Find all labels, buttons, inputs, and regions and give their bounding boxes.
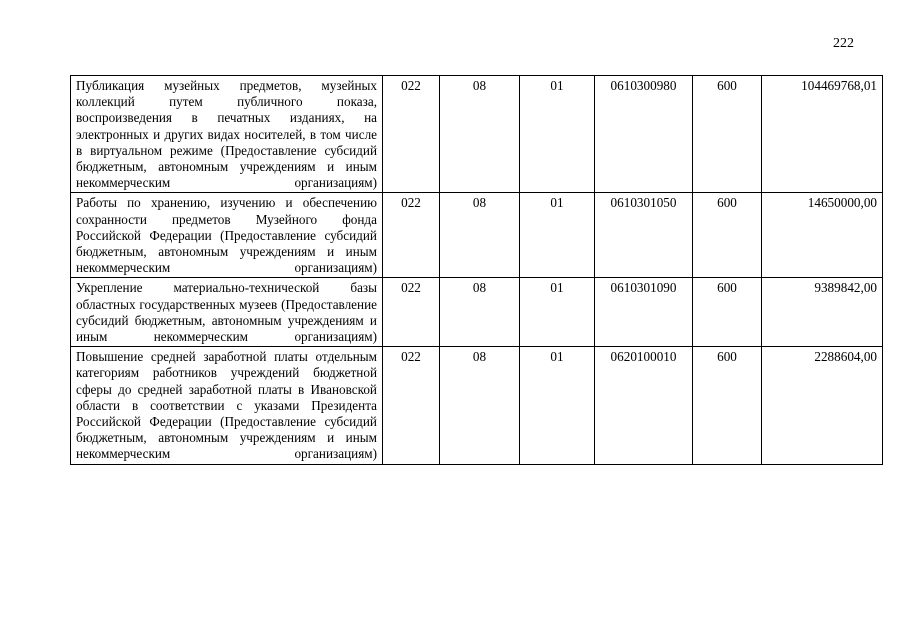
subsection-code: 01 xyxy=(520,193,595,278)
table-row xyxy=(71,278,883,347)
ministry-code: 022 xyxy=(383,278,440,347)
expense-description: Повышение средней заработной платы отдельным категориям работников учреждений бюджетной сферы до средней заработной платы в Ивановской области в соответствии с указами Президента Российской Федерации (Предоставление субсидий бюджетным, автономным учреждениям и иным некоммерческим организациям) xyxy=(71,347,383,464)
amount: 9389842,00 xyxy=(762,278,883,347)
target-article-code: 0610300980 xyxy=(595,76,693,193)
budget-table xyxy=(70,75,883,465)
page-number: 222 xyxy=(833,36,854,51)
target-article-code: 0610301090 xyxy=(595,278,693,347)
subsection-code: 01 xyxy=(520,347,595,464)
target-article-code: 0610301050 xyxy=(595,193,693,278)
section-code: 08 xyxy=(440,278,520,347)
target-article-code: 0620100010 xyxy=(595,347,693,464)
ministry-code: 022 xyxy=(383,76,440,193)
expense-type-code: 600 xyxy=(693,347,762,464)
section-code: 08 xyxy=(440,76,520,193)
expense-description: Публикация музейных предметов, музейных коллекций путем публичного показа, воспроизведения в печатных изданиях, на электронных и других видах носителей, в том числе в виртуальном режиме (Предоставление субсидий бюджетным, автономным учреждениям и иным некоммерческим организациям) xyxy=(71,76,383,193)
table-row xyxy=(71,76,883,193)
section-code: 08 xyxy=(440,347,520,464)
table-row xyxy=(71,347,883,464)
subsection-code: 01 xyxy=(520,76,595,193)
amount: 2288604,00 xyxy=(762,347,883,464)
expense-description: Работы по хранению, изучению и обеспечению сохранности предметов Музейного фонда Российской Федерации (Предоставление субсидий бюджетным, автономным учреждениям и иным некоммерческим организациям) xyxy=(71,193,383,278)
expense-type-code: 600 xyxy=(693,76,762,193)
expense-type-code: 600 xyxy=(693,278,762,347)
amount: 104469768,01 xyxy=(762,76,883,193)
expense-description: Укрепление материально-технической базы областных государственных музеев (Предоставление субсидий бюджетным, автономным учреждениям и иным некоммерческим организациям) xyxy=(71,278,383,347)
subsection-code: 01 xyxy=(520,278,595,347)
ministry-code: 022 xyxy=(383,347,440,464)
amount: 14650000,00 xyxy=(762,193,883,278)
expense-type-code: 600 xyxy=(693,193,762,278)
table-row xyxy=(71,193,883,278)
ministry-code: 022 xyxy=(383,193,440,278)
section-code: 08 xyxy=(440,193,520,278)
